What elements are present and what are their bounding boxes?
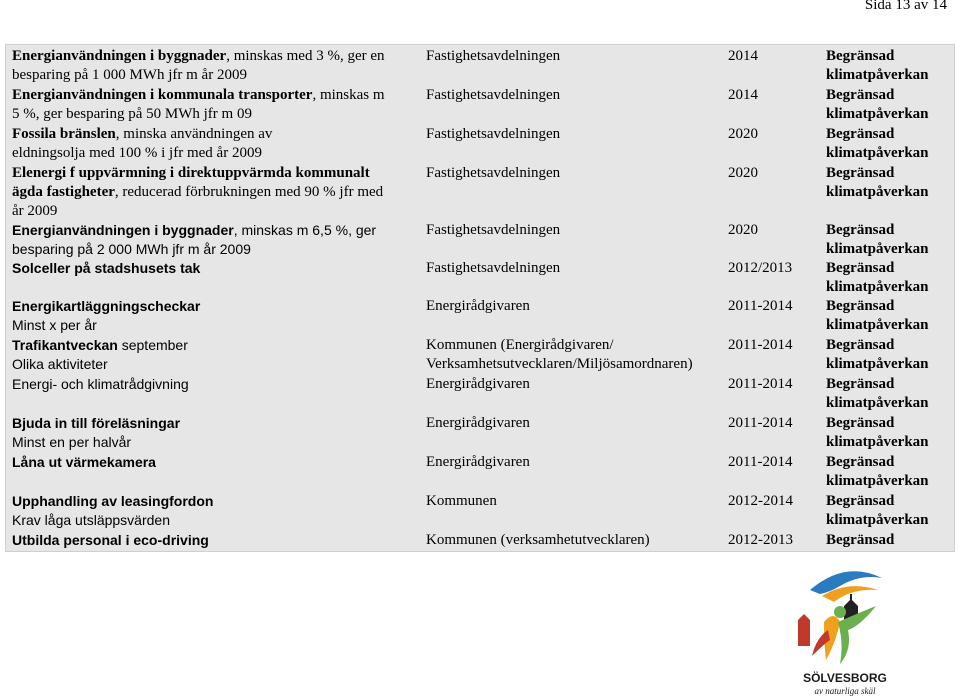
action-cell: Energianvändningen i kommunala transporter, minskas m 5 %, ger besparing på 50 MWh jfr m 09 — [12, 87, 385, 122]
status-cell: Begränsad klimatpåverkan — [826, 126, 929, 161]
year-cell: 2012/2013 — [728, 260, 793, 276]
responsible-cell: Fastighetsavdelningen — [426, 48, 561, 64]
action-cell: Fossila bränslen, minska användningen av eldningsolja med 100 % i jfr med år 2009 — [12, 126, 273, 161]
year-cell: 2012-2014 — [728, 493, 793, 509]
solvesborg-logo — [790, 560, 900, 698]
status-cell: Begränsad klimatpåverkan — [826, 415, 929, 450]
status-cell: Begränsad klimatpåverkan — [826, 298, 929, 333]
logo-town-icon — [798, 614, 810, 646]
status-cell: Begränsad — [826, 532, 895, 548]
year-cell: 2011-2014 — [728, 298, 793, 314]
logo-head-green — [834, 606, 846, 618]
year-cell: 2011-2014 — [728, 337, 793, 353]
responsible-cell: Energirådgivaren — [426, 415, 530, 431]
responsible-cell: Kommunen — [426, 493, 497, 509]
responsible-cell: Fastighetsavdelningen — [426, 87, 561, 103]
year-cell: 2011-2014 — [728, 415, 793, 431]
status-cell: Begränsad klimatpåverkan — [826, 337, 929, 372]
action-cell: Energianvändningen i byggnader, minskas m 6,5 %, ger besparing på 2 000 MWh jfr m år 2009 — [12, 222, 377, 257]
responsible-cell: Fastighetsavdelningen — [426, 260, 561, 276]
responsible-cell: Fastighetsavdelningen — [426, 222, 561, 238]
action-cell: Solceller på stadshusets tak — [12, 260, 201, 276]
action-cell: Utbilda personal i eco-driving — [12, 532, 209, 548]
responsible-cell: Energirådgivaren — [426, 454, 530, 470]
year-cell: 2014 — [728, 48, 758, 64]
status-cell: Begränsad klimatpåverkan — [826, 454, 929, 489]
status-cell: Begränsad klimatpåverkan — [826, 376, 929, 411]
logo-name: SÖLVESBORG — [803, 671, 887, 685]
action-cell: Låna ut värmekamera — [12, 454, 156, 470]
responsible-cell: Kommunen (Energirådgivaren/ Verksamhetsutvecklaren/Miljösamordnaren) — [426, 337, 693, 372]
action-cell: Energi- och klimatrådgivning — [12, 376, 189, 392]
action-table — [5, 44, 955, 552]
action-cell: Upphandling av leasingfordon Krav låga utsläppsvärden — [12, 493, 214, 528]
status-cell: Begränsad klimatpåverkan — [826, 260, 929, 295]
action-cell: Energianvändningen i byggnader, minskas med 3 %, ger en besparing på 1 000 MWh jfr m år 2009 — [12, 48, 385, 83]
status-cell: Begränsad klimatpåverkan — [826, 222, 929, 257]
year-cell: 2012-2013 — [728, 532, 793, 548]
responsible-cell: Fastighetsavdelningen — [426, 126, 561, 142]
responsible-cell: Energirådgivaren — [426, 376, 530, 392]
status-cell: Begränsad klimatpåverkan — [826, 165, 929, 200]
year-cell: 2020 — [728, 126, 758, 142]
status-cell: Begränsad klimatpåverkan — [826, 48, 929, 83]
action-cell: Energikartläggningscheckar Minst x per år — [12, 298, 201, 333]
year-cell: 2011-2014 — [728, 376, 793, 392]
logo-tagline: av naturliga skäl — [814, 686, 876, 696]
action-cell: Elenergi f uppvärmning i direktuppvärmda kommunalt ägda fastigheter, reducerad förbrukningen med 90 % jfr med år 2009 — [12, 165, 384, 219]
page-number: Sida 13 av 14 — [864, 0, 947, 13]
responsible-cell: Kommunen (verksamhetutvecklaren) — [426, 532, 650, 548]
year-cell: 2011-2014 — [728, 454, 793, 470]
status-cell: Begränsad klimatpåverkan — [826, 87, 929, 122]
year-cell: 2020 — [728, 165, 758, 181]
status-cell: Begränsad klimatpåverkan — [826, 493, 929, 528]
year-cell: 2020 — [728, 222, 758, 238]
action-cell: Trafikantveckan september Olika aktiviteter — [12, 337, 188, 372]
action-cell: Bjuda in till föreläsningar Minst en per halvår — [12, 415, 181, 450]
responsible-cell: Energirådgivaren — [426, 298, 530, 314]
year-cell: 2014 — [728, 87, 758, 103]
responsible-cell: Fastighetsavdelningen — [426, 165, 561, 181]
